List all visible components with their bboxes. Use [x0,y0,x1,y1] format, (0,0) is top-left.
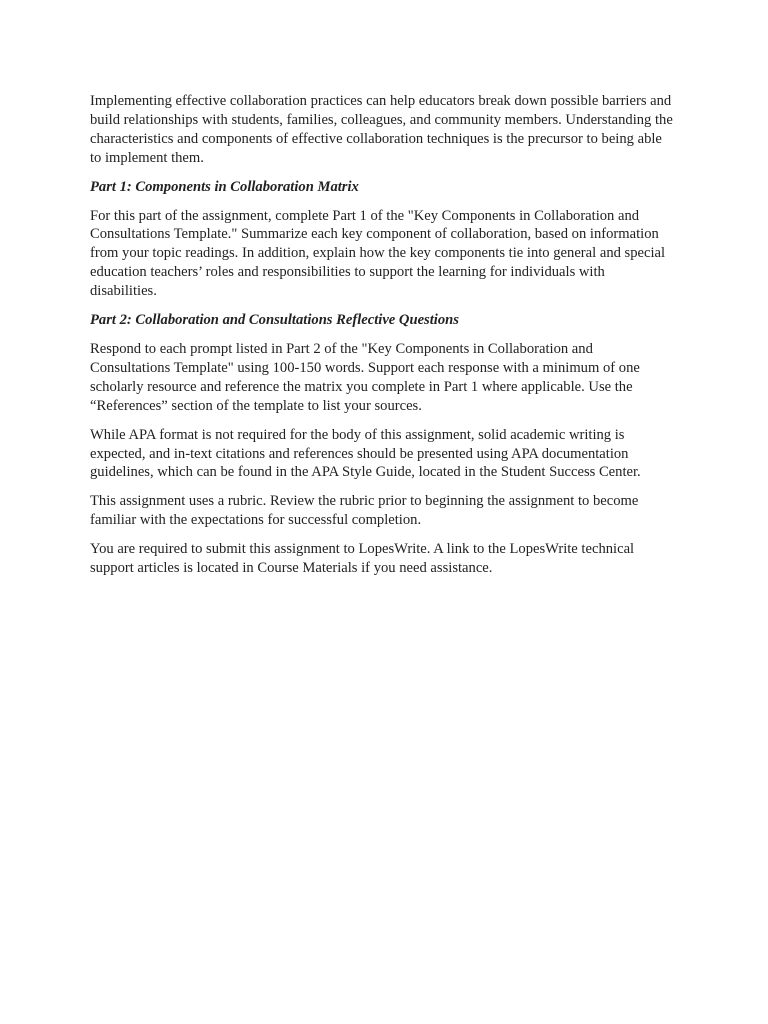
apa-paragraph: While APA format is not required for the body of this assignment, solid academic writing is expected, and in-text citations and references should be presented using APA documentation guidelines, which can be found in the APA Style Guide, located in the Student Success Center. [90,426,641,481]
part2-paragraph: Respond to each prompt listed in Part 2 of the "Key Components in Collaboration and Consultations Template" using 100-150 words. Support each response with a minimum of one scholarly resource and reference the matrix you complete in Part 1 where applicable. Use the “References” section of the template to list your sources. [90,340,640,414]
part2-heading: Part 2: Collaboration and Consultations Reflective Questions [90,312,459,329]
intro-paragraph: Implementing effective collaboration practices can help educators break down possible barriers and build relationships with students, families, colleagues, and community members. Understanding the characteristics and components of effective collaboration techniques is the precursor to being able to implement them. [90,93,673,166]
rubric-paragraph: This assignment uses a rubric. Review the rubric prior to beginning the assignment to become familiar with the expectations for successful completion. [90,493,639,529]
lopeswrite-paragraph: You are required to submit this assignment to LopesWrite. A link to the LopesWrite technical support articles is located in Course Materials if you need assistance. [90,541,635,577]
part1-paragraph: For this part of the assignment, complete Part 1 of the "Key Components in Collaboration and Consultations Template." Summarize each key component of collaboration, based on information from your topic readings. In addition, explain how the key components tie into general and special education teachers’ roles and responsibilities to support the learning for individuals with disabilities. [90,207,666,300]
part1-heading: Part 1: Components in Collaboration Matrix [90,178,359,195]
document-page [90,92,674,588]
